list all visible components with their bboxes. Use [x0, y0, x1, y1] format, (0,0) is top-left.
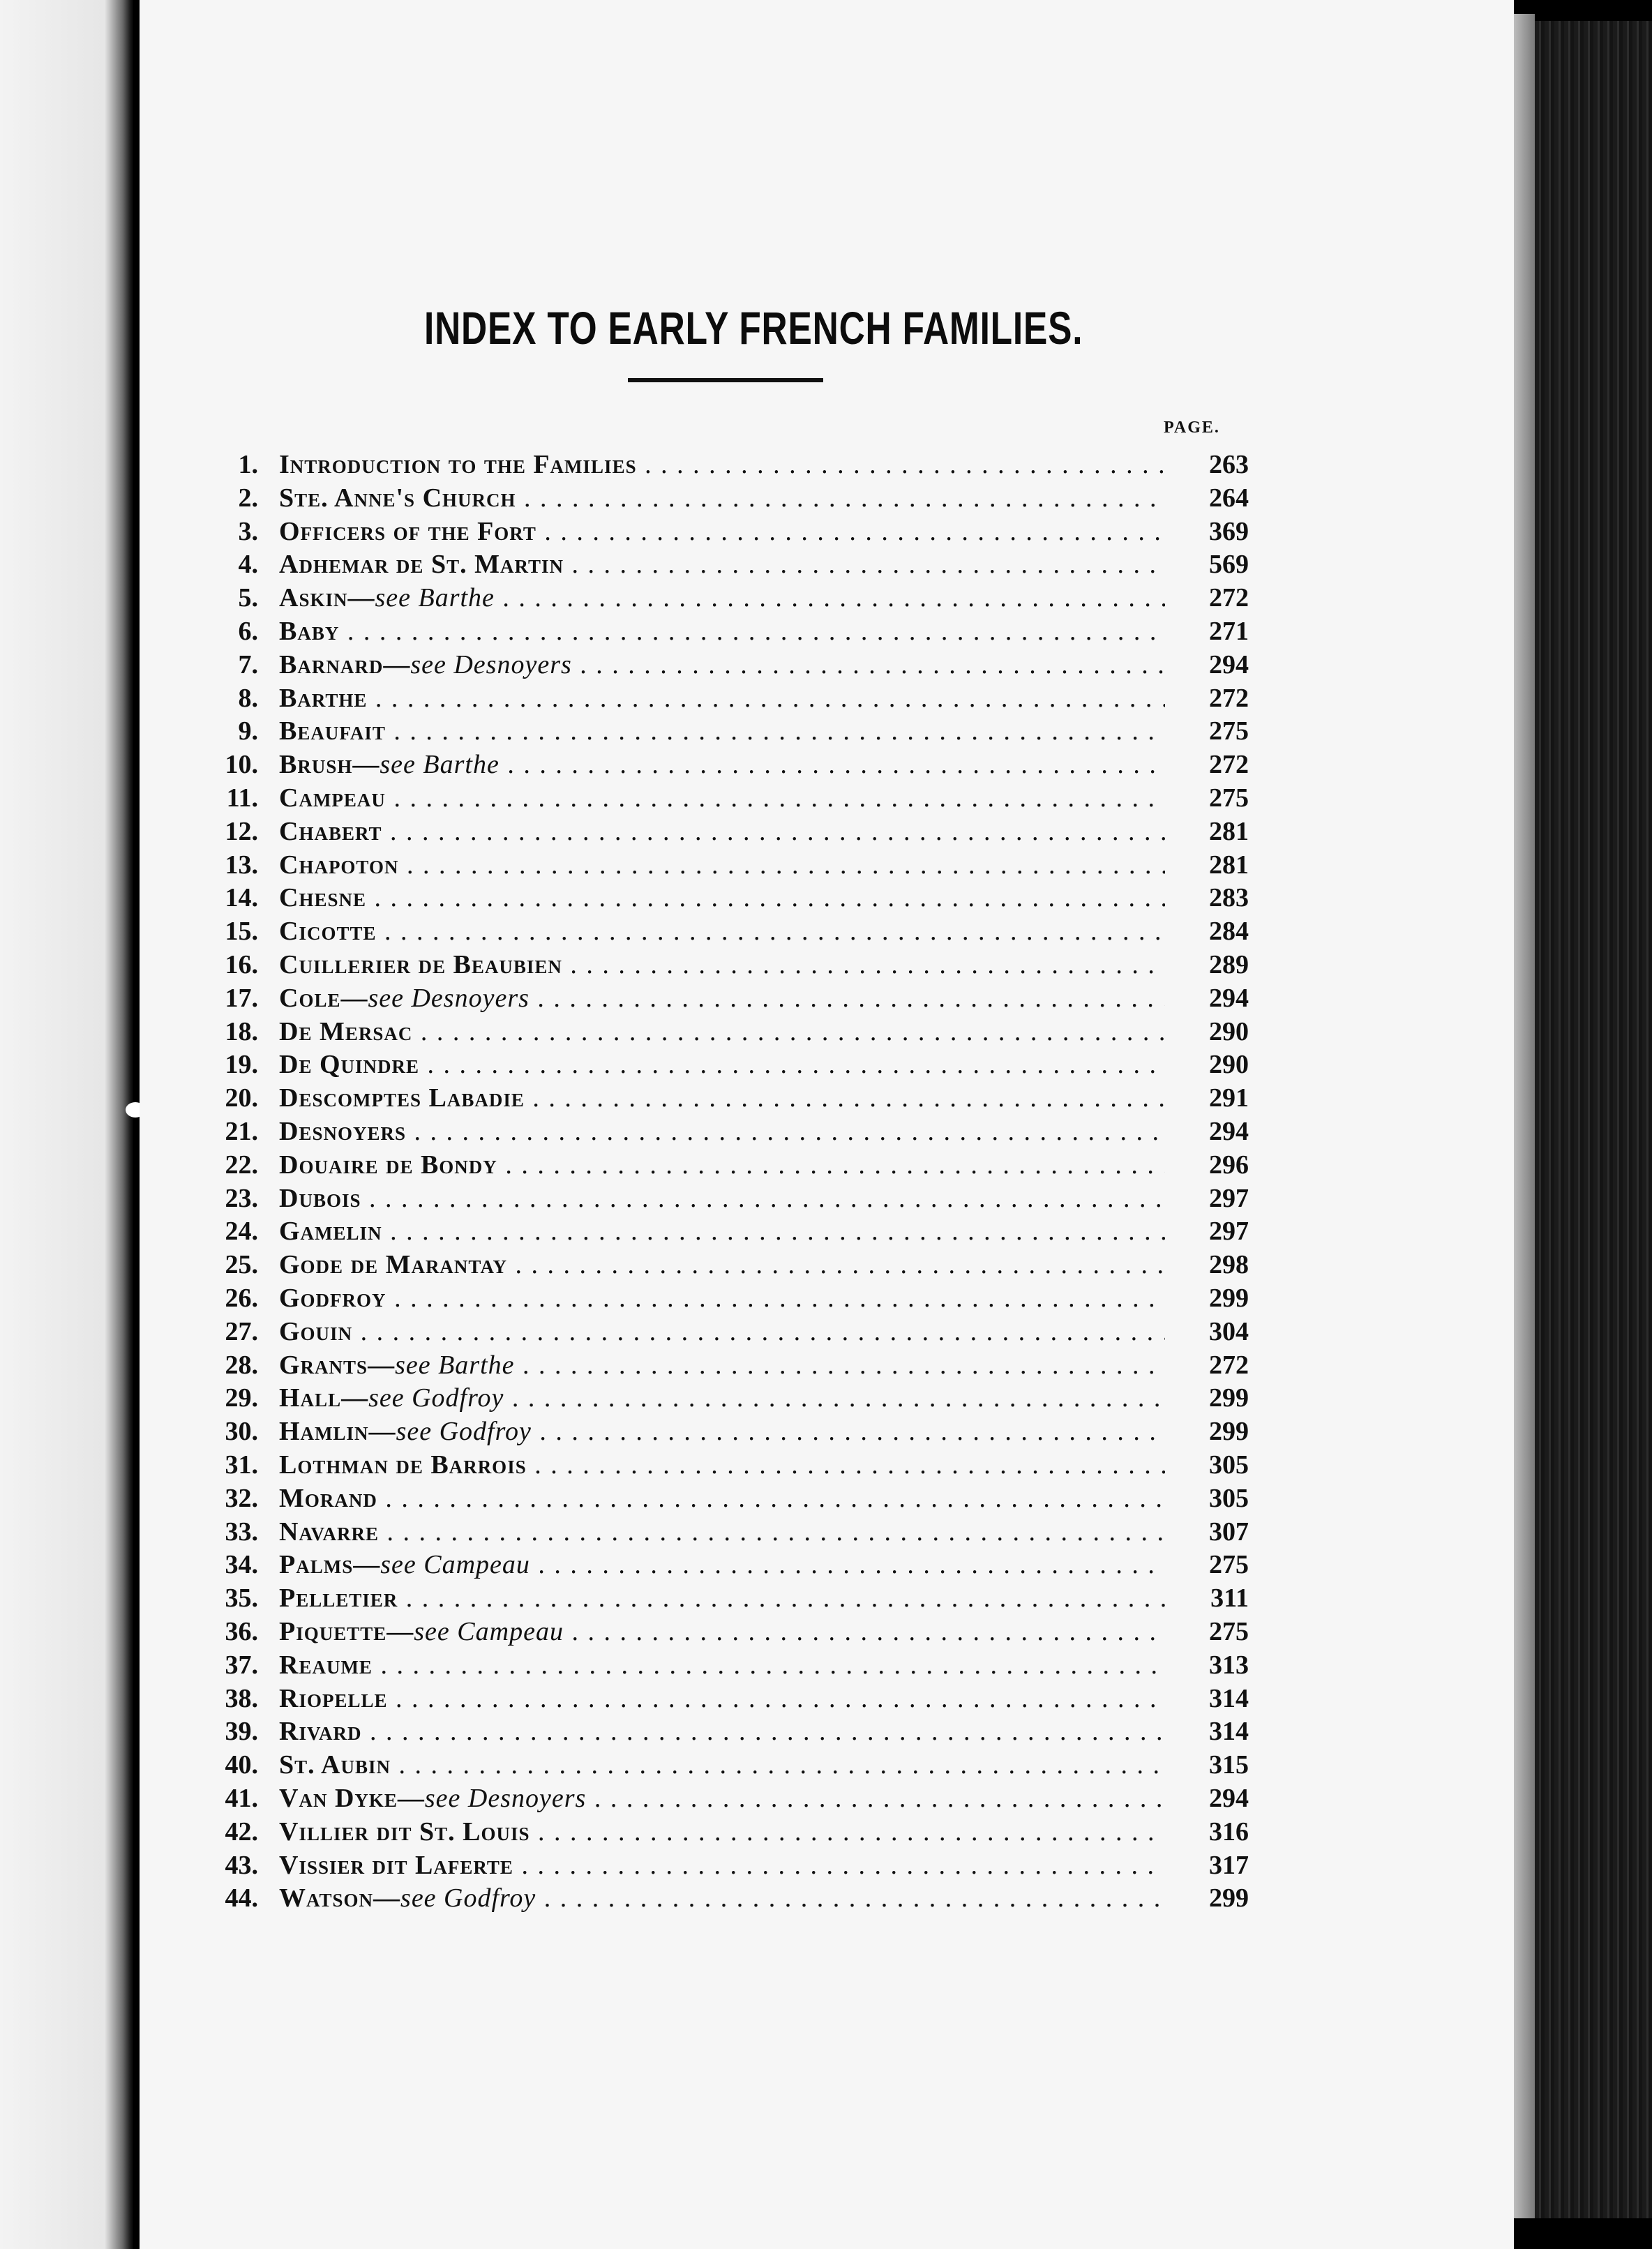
entry-page-number: 315 [1209, 1750, 1249, 1780]
index-entry [0, 849, 1514, 881]
entry-number: 18. [225, 1016, 258, 1046]
entry-number: 41. [225, 1784, 258, 1813]
entry-name: Brush— [279, 750, 380, 780]
entry-number: 40. [225, 1750, 258, 1780]
entry-page-number: 294 [1209, 649, 1249, 679]
entry-name: Ste. Anne's Church [279, 483, 516, 513]
entry-name: Navarre [279, 1517, 379, 1547]
index-entry [0, 548, 1514, 580]
entry-label [279, 1115, 1165, 1148]
entry-name: Piquette— [279, 1617, 414, 1646]
entry-name: Lothman de Barrois [279, 1450, 527, 1480]
entry-name: Cole— [279, 983, 368, 1013]
entry-number: 14. [225, 883, 258, 913]
entry-name: Cuillerier de Beaubien [279, 950, 562, 979]
entry-number: 17. [225, 983, 258, 1013]
entry-page-number: 299 [1209, 1883, 1249, 1913]
entry-page-number: 275 [1209, 1617, 1249, 1646]
entry-label [279, 1082, 1165, 1114]
entry-page-number: 275 [1209, 1550, 1249, 1580]
entry-number: 20. [225, 1083, 258, 1113]
entry-label [279, 582, 1165, 614]
entry-page-number: 298 [1209, 1250, 1249, 1280]
index-entry [0, 449, 1514, 481]
entry-number: 3. [238, 516, 258, 546]
entry-name: Gamelin [279, 1217, 382, 1247]
entry-name: Introduction to the Families [279, 450, 637, 479]
entry-name: Morand [279, 1483, 377, 1513]
entry-page-number: 281 [1209, 850, 1249, 880]
entry-name: Cicotte [279, 917, 377, 947]
entry-see-reference: see Godfroy [400, 1883, 536, 1913]
entry-number: 22. [225, 1150, 258, 1180]
entry-number: 16. [225, 950, 258, 979]
entry-label [279, 815, 1165, 848]
entry-page-number: 296 [1209, 1150, 1249, 1180]
entry-name: Chabert [279, 816, 382, 846]
entry-see-reference: see Desnoyers [410, 649, 572, 679]
entry-name: De Mersac [279, 1016, 413, 1046]
entry-page-number: 291 [1209, 1083, 1249, 1113]
entry-see-reference: see Desnoyers [368, 983, 530, 1013]
entry-page-number: 294 [1209, 983, 1249, 1013]
entry-page-number: 369 [1209, 516, 1249, 546]
index-entry [0, 1649, 1514, 1681]
index-entry [0, 1215, 1514, 1247]
entry-name: Officers of the Fort [279, 516, 536, 546]
entry-label [279, 982, 1165, 1014]
entry-label [279, 1582, 1165, 1614]
entry-label [279, 1782, 1165, 1814]
entry-name: Hall— [279, 1383, 369, 1413]
entry-label [279, 548, 1165, 580]
index-entry [0, 1082, 1514, 1114]
index-entry [0, 1549, 1514, 1581]
entry-number: 44. [225, 1883, 258, 1913]
entry-number: 31. [225, 1450, 258, 1480]
entry-see-reference: see Barthe [375, 583, 495, 613]
entry-page-number: 314 [1209, 1683, 1249, 1713]
entry-number: 4. [238, 550, 258, 580]
entry-label [279, 1382, 1165, 1414]
index-entry [0, 1683, 1514, 1715]
entry-label [279, 449, 1165, 481]
page-column-header: PAGE. [1164, 419, 1220, 437]
entry-number: 27. [225, 1316, 258, 1346]
entry-number: 10. [225, 750, 258, 780]
entry-name: Reaume [279, 1650, 373, 1680]
entry-page-number: 272 [1209, 683, 1249, 713]
entry-label [279, 516, 1165, 548]
entry-number: 42. [225, 1817, 258, 1846]
entry-number: 36. [225, 1617, 258, 1646]
entry-name: Grants— [279, 1350, 396, 1380]
entry-number: 38. [225, 1683, 258, 1713]
entry-page-number: 283 [1209, 883, 1249, 913]
entry-label [279, 615, 1165, 647]
entry-page-number: 290 [1209, 1050, 1249, 1080]
index-entry [0, 1316, 1514, 1348]
entry-label [279, 1282, 1165, 1314]
entry-label [279, 882, 1165, 914]
entry-see-reference: see Campeau [380, 1550, 530, 1580]
entry-number: 7. [238, 649, 258, 679]
index-entry [0, 749, 1514, 781]
index-entry [0, 615, 1514, 647]
entry-number: 5. [238, 583, 258, 613]
entry-name: Pelletier [279, 1584, 398, 1614]
index-entry [0, 1115, 1514, 1148]
entry-number: 30. [225, 1417, 258, 1447]
index-entry [0, 1882, 1514, 1914]
entry-number: 19. [225, 1050, 258, 1080]
index-entry [0, 1749, 1514, 1781]
entry-label [279, 1349, 1165, 1381]
entry-page-number: 264 [1209, 483, 1249, 513]
entry-page-number: 271 [1209, 617, 1249, 646]
entry-name: Hamlin— [279, 1417, 396, 1447]
entry-number: 32. [225, 1483, 258, 1513]
entry-page-number: 305 [1209, 1483, 1249, 1513]
entry-number: 28. [225, 1350, 258, 1380]
entry-page-number: 289 [1209, 950, 1249, 979]
entry-number: 13. [225, 850, 258, 880]
entry-page-number: 307 [1209, 1517, 1249, 1547]
page-title: INDEX TO EARLY FRENCH FAMILIES. [424, 302, 1083, 354]
entry-name: De Quindre [279, 1050, 420, 1080]
entry-page-number: 313 [1209, 1650, 1249, 1680]
entry-label [279, 1816, 1165, 1848]
entry-name: Gode de Marantay [279, 1250, 507, 1280]
index-entry [0, 1849, 1514, 1881]
entry-number: 15. [225, 917, 258, 947]
entry-label [279, 649, 1165, 681]
entry-see-reference: see Godfroy [396, 1417, 532, 1447]
entry-label [279, 1249, 1165, 1281]
index-entry [0, 1415, 1514, 1447]
index-entry [0, 1516, 1514, 1548]
entry-name: Barthe [279, 683, 368, 713]
entry-page-number: 275 [1209, 783, 1249, 813]
entry-label [279, 1649, 1165, 1681]
entry-name: Chapoton [279, 850, 399, 880]
index-entry [0, 1816, 1514, 1848]
index-entry [0, 915, 1514, 947]
entry-label [279, 1182, 1165, 1214]
entry-label [279, 1749, 1165, 1781]
entry-name: Beaufait [279, 716, 386, 746]
entry-name: Descomptes Labadie [279, 1083, 525, 1113]
entry-name: Godfroy [279, 1284, 386, 1313]
entry-page-number: 317 [1209, 1850, 1249, 1880]
entry-number: 2. [238, 483, 258, 513]
entry-number: 8. [238, 683, 258, 713]
entry-name: Villier dit St. Louis [279, 1817, 530, 1846]
entry-page-number: 316 [1209, 1817, 1249, 1846]
entry-page-number: 263 [1209, 450, 1249, 479]
entry-label [279, 1449, 1165, 1481]
entry-see-reference: see Godfroy [368, 1383, 504, 1413]
entry-number: 6. [238, 617, 258, 646]
entry-see-reference: see Barthe [395, 1350, 515, 1380]
entry-page-number: 314 [1209, 1717, 1249, 1747]
entry-label [279, 1715, 1165, 1747]
entry-label [279, 1683, 1165, 1715]
entry-name: Douaire de Bondy [279, 1150, 497, 1180]
entry-page-number: 275 [1209, 716, 1249, 746]
index-entry [0, 482, 1514, 514]
entry-name: Desnoyers [279, 1117, 406, 1146]
index-entry [0, 1016, 1514, 1048]
entry-label [279, 682, 1165, 714]
entry-number: 24. [225, 1217, 258, 1247]
entry-label [279, 849, 1165, 881]
entry-label [279, 1849, 1165, 1881]
entry-page-number: 272 [1209, 1350, 1249, 1380]
index-entry [0, 949, 1514, 981]
entry-name: Rivard [279, 1717, 362, 1747]
index-entry [0, 1582, 1514, 1614]
entry-page-number: 569 [1209, 550, 1249, 580]
index-entry [0, 882, 1514, 914]
entry-number: 33. [225, 1517, 258, 1547]
entry-label [279, 749, 1165, 781]
index-entry [0, 1249, 1514, 1281]
entry-number: 11. [226, 783, 258, 813]
entry-name: Riopelle [279, 1683, 388, 1713]
entry-number: 29. [225, 1383, 258, 1413]
entry-name: Palms— [279, 1550, 381, 1580]
entry-name: St. Aubin [279, 1750, 391, 1780]
entry-number: 25. [225, 1250, 258, 1280]
entry-label [279, 1016, 1165, 1048]
entry-name: Gouin [279, 1316, 353, 1346]
index-entry [0, 682, 1514, 714]
index-entry [0, 1715, 1514, 1747]
entry-label [279, 1882, 1165, 1914]
index-entry [0, 715, 1514, 747]
entry-name: Vissier dit Laferte [279, 1850, 513, 1880]
index-entry [0, 1449, 1514, 1481]
entry-page-number: 299 [1209, 1383, 1249, 1413]
entry-number: 43. [225, 1850, 258, 1880]
page-stack [1535, 21, 1652, 2218]
index-entry [0, 1048, 1514, 1081]
entry-see-reference: see Desnoyers [424, 1784, 587, 1813]
entry-number: 26. [225, 1284, 258, 1313]
entry-number: 9. [238, 716, 258, 746]
index-entry [0, 1282, 1514, 1314]
entry-label [279, 1048, 1165, 1081]
entry-name: Baby [279, 617, 340, 646]
index-entry [0, 1382, 1514, 1414]
entry-label [279, 915, 1165, 947]
entry-name: Watson— [279, 1883, 401, 1913]
index-entry [0, 815, 1514, 848]
entry-page-number: 294 [1209, 1784, 1249, 1813]
index-entry [0, 782, 1514, 814]
entry-see-reference: see Campeau [414, 1617, 564, 1646]
entry-label [279, 949, 1165, 981]
entry-number: 1. [238, 450, 258, 479]
index-entry [0, 582, 1514, 614]
entry-page-number: 297 [1209, 1217, 1249, 1247]
entry-page-number: 299 [1209, 1284, 1249, 1313]
entry-label [279, 1316, 1165, 1348]
page-edge-shadow [1514, 14, 1535, 2218]
entry-label [279, 1215, 1165, 1247]
entry-label [279, 1149, 1165, 1181]
entry-label [279, 1482, 1165, 1514]
index-entry [0, 982, 1514, 1014]
entry-page-number: 304 [1209, 1316, 1249, 1346]
entry-number: 35. [225, 1584, 258, 1614]
entry-page-number: 281 [1209, 816, 1249, 846]
entry-page-number: 297 [1209, 1183, 1249, 1213]
title-rule [628, 378, 823, 382]
entry-number: 34. [225, 1550, 258, 1580]
entry-name: Askin— [279, 583, 375, 613]
entry-see-reference: see Barthe [380, 750, 500, 780]
entry-page-number: 284 [1209, 917, 1249, 947]
entry-label [279, 715, 1165, 747]
entry-name: Van Dyke— [279, 1784, 425, 1813]
entry-page-number: 311 [1210, 1584, 1249, 1614]
entry-page-number: 272 [1209, 583, 1249, 613]
entry-name: Campeau [279, 783, 386, 813]
entry-label [279, 782, 1165, 814]
entry-number: 39. [225, 1717, 258, 1747]
entry-name: Barnard— [279, 649, 411, 679]
entry-name: Adhemar de St. Martin [279, 550, 564, 580]
entry-label [279, 1516, 1165, 1548]
index-entry [0, 1149, 1514, 1181]
entry-label [279, 1549, 1165, 1581]
entry-number: 21. [225, 1117, 258, 1146]
entry-page-number: 272 [1209, 750, 1249, 780]
entry-page-number: 290 [1209, 1016, 1249, 1046]
entry-page-number: 305 [1209, 1450, 1249, 1480]
entry-number: 23. [225, 1183, 258, 1213]
index-entry [0, 1182, 1514, 1214]
index-entry [0, 649, 1514, 681]
index-entry [0, 516, 1514, 548]
entry-number: 12. [225, 816, 258, 846]
index-entry [0, 1482, 1514, 1514]
index-entry [0, 1616, 1514, 1648]
entry-label [279, 1415, 1165, 1447]
entry-name: Chesne [279, 883, 366, 913]
entry-page-number: 294 [1209, 1117, 1249, 1146]
entry-label [279, 482, 1165, 514]
entry-page-number: 299 [1209, 1417, 1249, 1447]
entry-name: Dubois [279, 1183, 361, 1213]
entry-label [279, 1616, 1165, 1648]
index-entry [0, 1349, 1514, 1381]
entry-number: 37. [225, 1650, 258, 1680]
index-entry [0, 1782, 1514, 1814]
